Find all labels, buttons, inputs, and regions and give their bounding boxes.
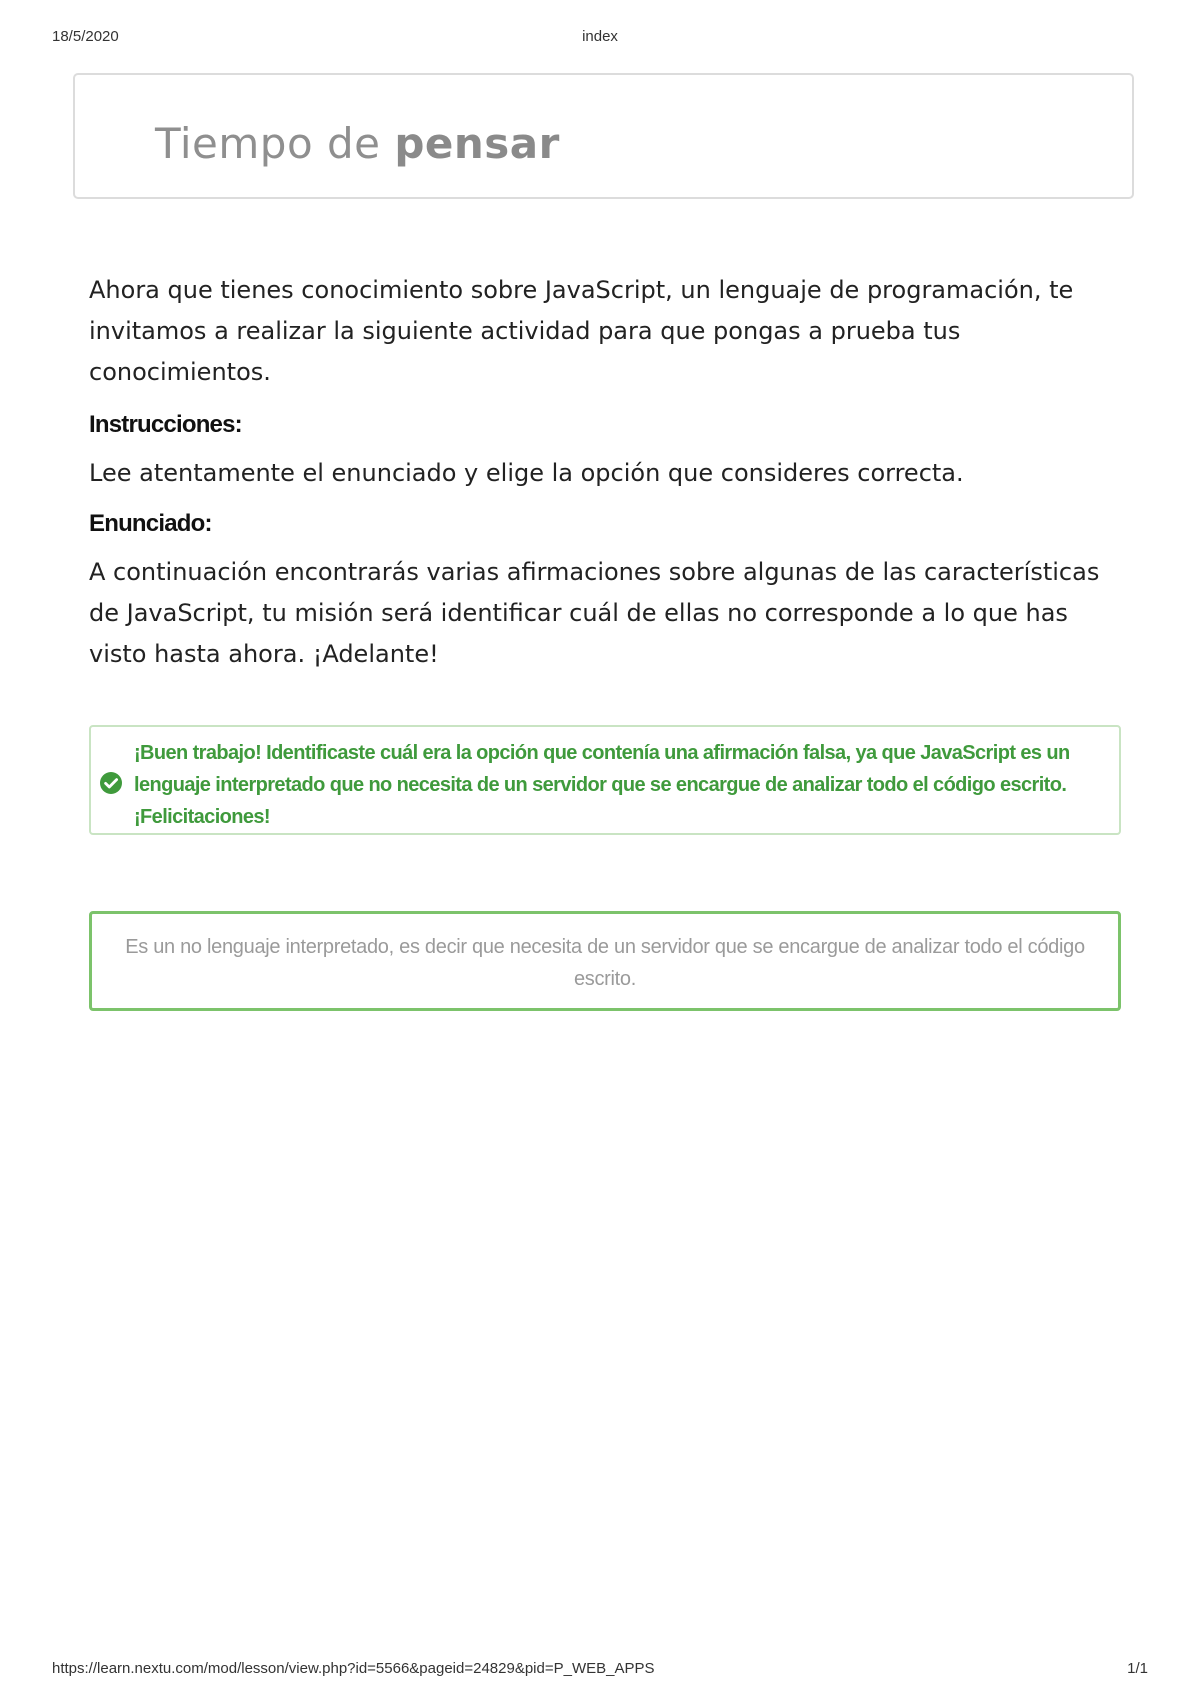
page-title-bold: pensar [394, 119, 560, 168]
print-url: https://learn.nextu.com/mod/lesson/view.php?id=5566&pageid=24829&pid=P_WEB_APPS [52, 1660, 655, 1677]
check-circle-icon [99, 771, 123, 795]
feedback-message: ¡Buen trabajo! Identificaste cuál era la opción que contenía una afirmación falsa, ya que JavaScript es un lenguaje interpretado que no necesita de un servidor que se encargue de analizar todo el código escrito. ¡Felicitaciones! [134, 742, 1070, 828]
lesson-content [89, 270, 1129, 675]
title-card [73, 73, 1134, 199]
instructions-label: Instrucciones: [89, 411, 242, 438]
print-header [52, 28, 1148, 48]
page-count: 1/1 [1127, 1660, 1148, 1677]
statement-label: Enunciado: [89, 510, 212, 537]
print-page-title: index [582, 28, 618, 45]
answer-option-selected[interactable] [89, 911, 1121, 1011]
page-title-light: Tiempo de [155, 119, 395, 168]
print-date: 18/5/2020 [52, 28, 119, 45]
answer-option-text: Es un no lenguaje interpretado, es decir que necesita de un servidor que se encargue de analizar todo el código escrito. [125, 936, 1085, 990]
intro-paragraph: Ahora que tienes conocimiento sobre JavaScript, un lenguaje de programación, te invitamos a realizar la siguiente actividad para que pongas a prueba tus conocimientos. [89, 276, 1074, 386]
statement-text: A continuación encontrarás varias afirmaciones sobre algunas de las características de JavaScript, tu misión será identificar cuál de ellas no corresponde a lo que has visto hasta ahora. ¡Adelante! [89, 558, 1100, 668]
print-footer [52, 1660, 1148, 1680]
feedback-success-box [89, 725, 1121, 835]
page-title [155, 119, 560, 168]
instructions-text: Lee atentamente el enunciado y elige la opción que consideres correcta. [89, 459, 964, 487]
